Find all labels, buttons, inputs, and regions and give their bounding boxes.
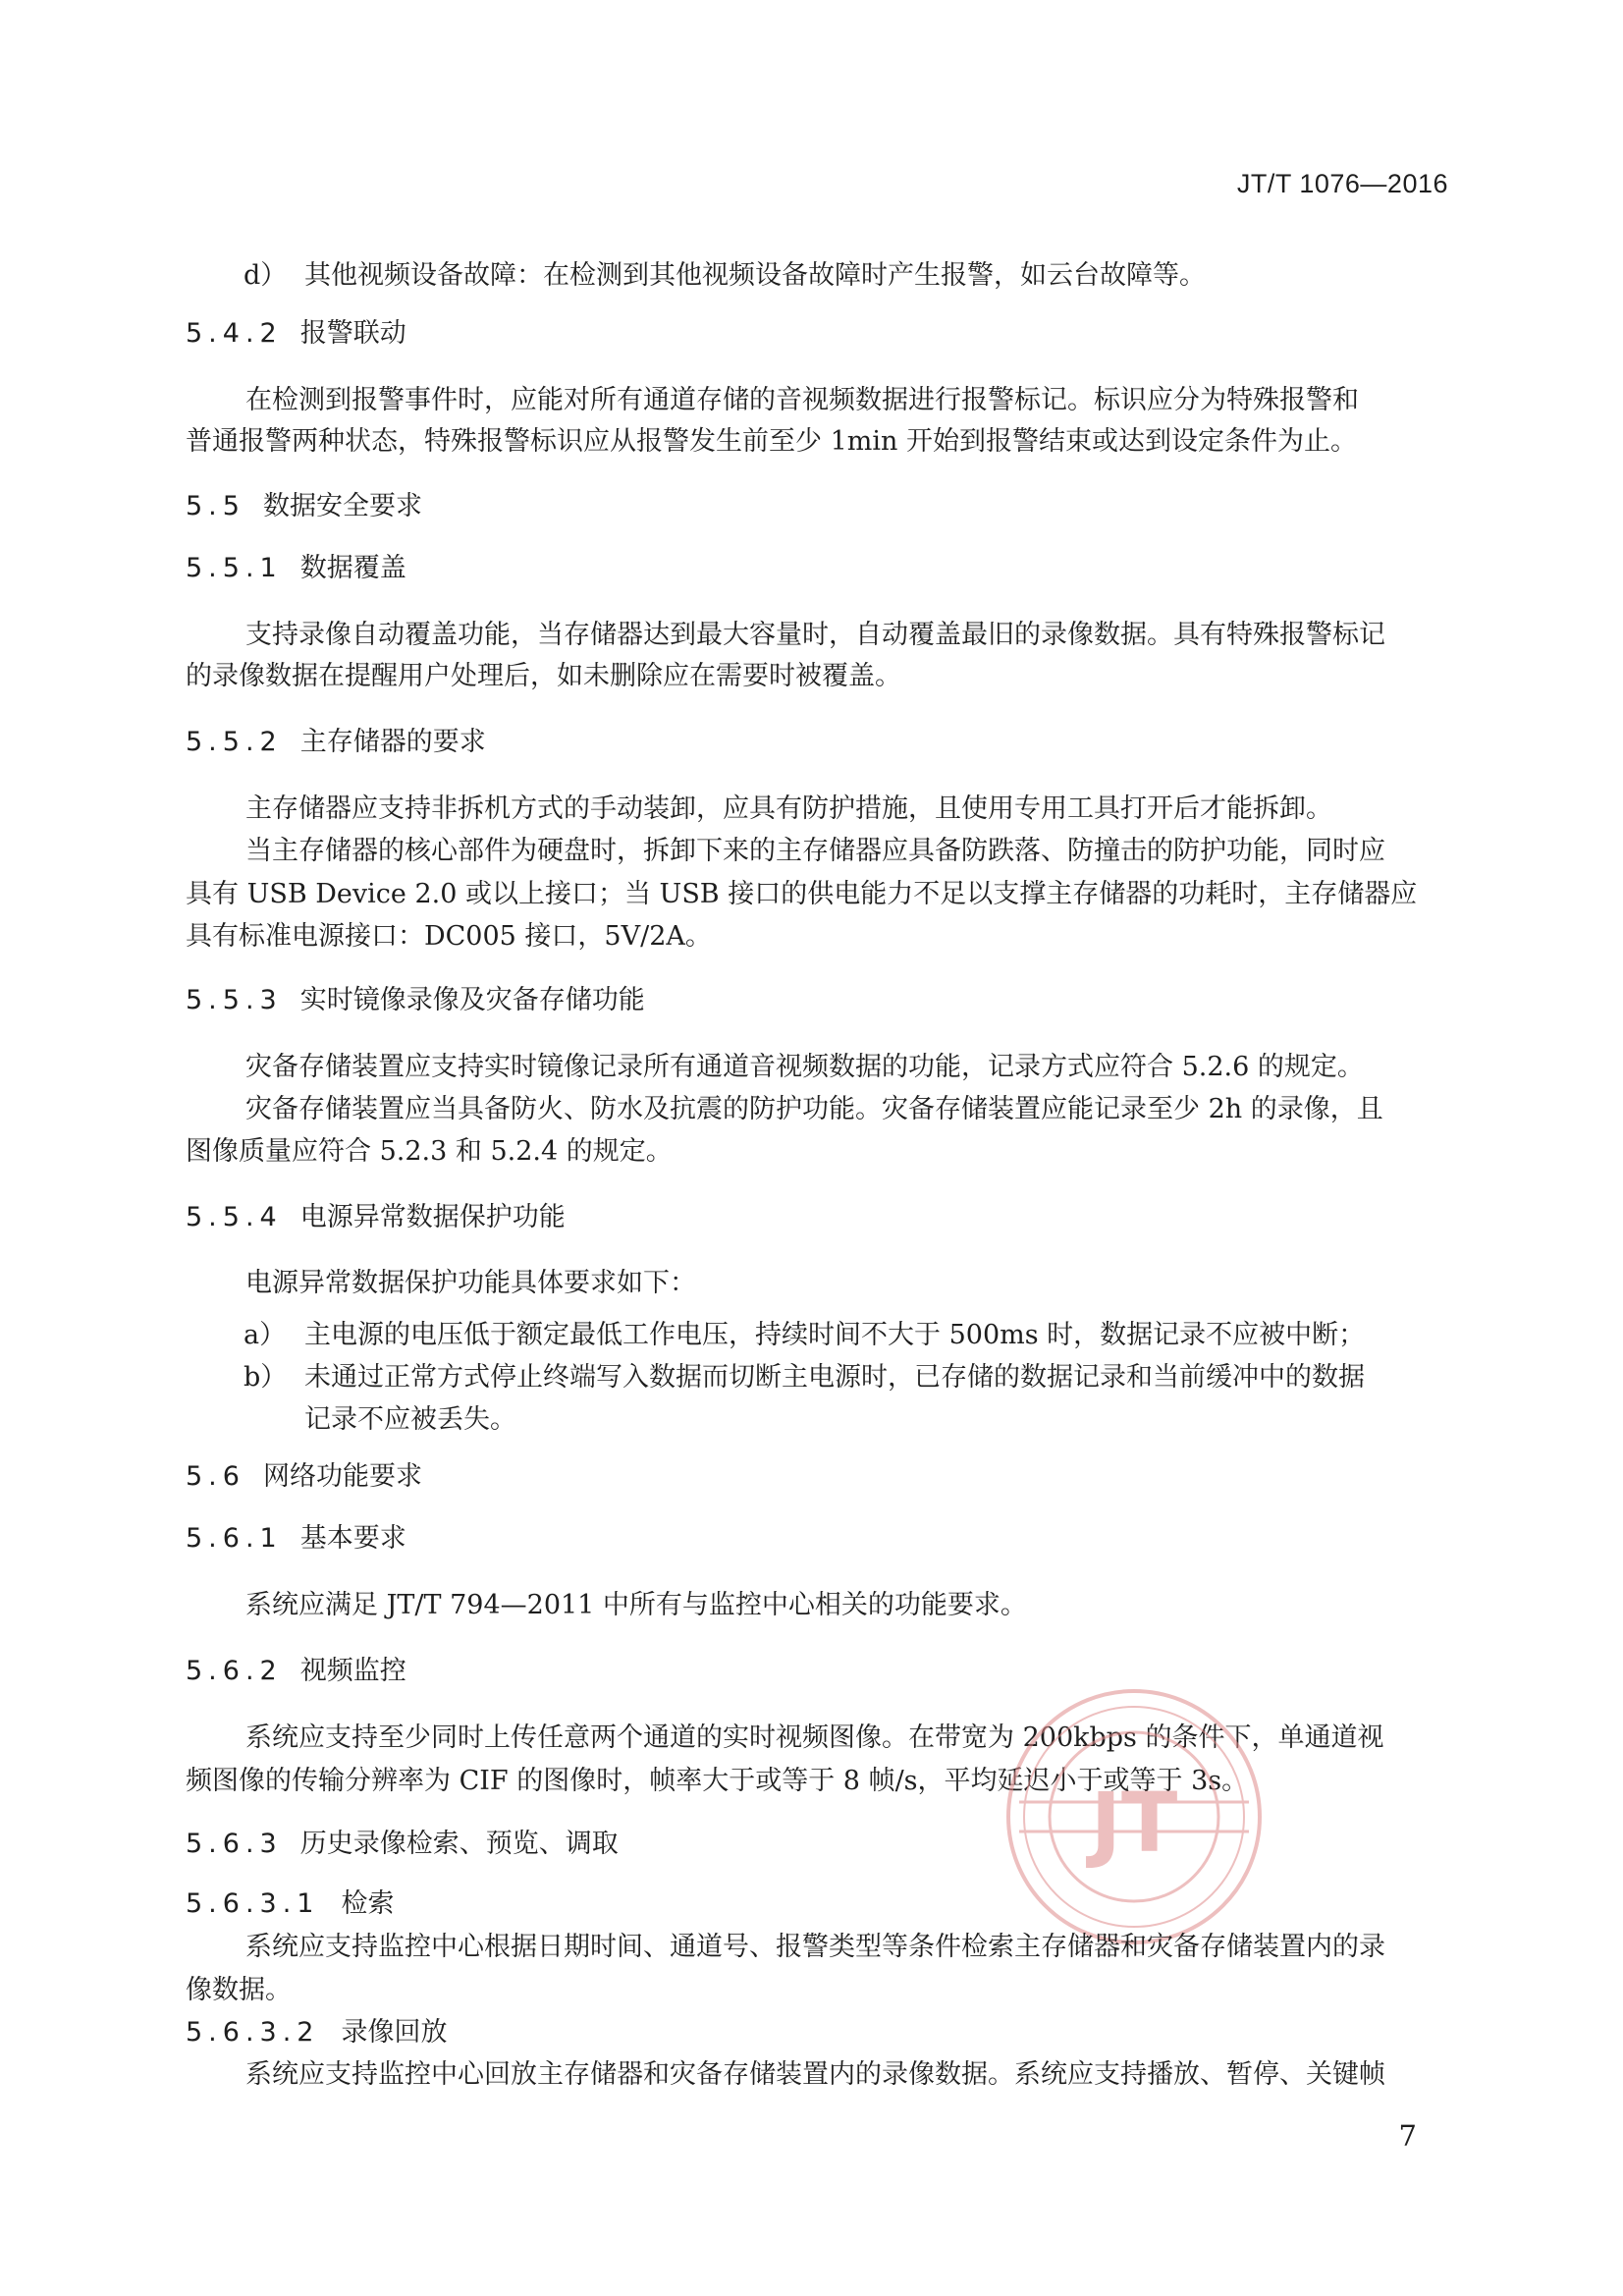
section-title: 报警联动 xyxy=(299,318,406,349)
jt-stamp-icon xyxy=(1001,1684,1267,1949)
section-title: 录像回放 xyxy=(341,2017,448,2048)
section-title: 电源异常数据保护功能 xyxy=(299,1202,566,1232)
section-heading-5-5-1 xyxy=(186,555,406,581)
document-code-header: JT/T 1076—2016 xyxy=(1236,169,1448,198)
section-heading-5-5 xyxy=(186,493,422,519)
paragraph-line: 在检测到报警事件时，应能对所有通道存储的音视频数据进行报警标记。标识应分为特殊报警和 xyxy=(245,385,1359,415)
section-title: 实时镜像录像及灾备存储功能 xyxy=(299,985,645,1015)
paragraph-line: 灾备存储装置应支持实时镜像记录所有通道音视频数据的功能，记录方式应符合 5.2.6 的规定。 xyxy=(245,1052,1364,1082)
section-heading-5-4-2 xyxy=(186,320,406,347)
paragraph-line: 系统应支持监控中心根据日期时间、通道号、报警类型等条件检索主存储器和灾备存储装置内的录 xyxy=(245,1932,1385,1962)
section-heading-5-5-4 xyxy=(186,1204,566,1230)
paragraph-line: 系统应支持监控中心回放主存储器和灾备存储装置内的录像数据。系统应支持播放、暂停、关键帧 xyxy=(245,2059,1385,2090)
section-heading-5-5-3 xyxy=(186,987,645,1013)
section-heading-5-6-2 xyxy=(186,1658,406,1684)
paragraph-line: 电源异常数据保护功能具体要求如下： xyxy=(245,1268,696,1298)
section-title: 网络功能要求 xyxy=(262,1461,422,1492)
page-number: 7 xyxy=(1398,2119,1417,2153)
paragraph-line: 的录像数据在提醒用户处理后，如未删除应在需要时被覆盖。 xyxy=(186,661,901,691)
section-title: 历史录像检索、预览、调取 xyxy=(299,1829,619,1859)
paragraph-line: 灾备存储装置应当具备防火、防水及抗震的防护功能。灾备存储装置应能记录至少 2h 的录像，且 xyxy=(245,1094,1383,1124)
list-marker-d: d） xyxy=(243,260,288,291)
paragraph-line: 当主存储器的核心部件为硬盘时，拆卸下来的主存储器应具备防跌落、防撞击的防护功能，同时应 xyxy=(245,836,1385,866)
section-heading-5-5-2 xyxy=(186,729,486,755)
section-number: 5.6 xyxy=(186,1461,245,1492)
section-heading-5-6-1 xyxy=(186,1525,406,1552)
section-title: 视频监控 xyxy=(299,1656,406,1686)
paragraph-line: 主存储器应支持非拆机方式的手动装卸，应具有防护措施，且使用专用工具打开后才能拆卸。 xyxy=(245,793,1332,824)
section-number: 5.6.3.2 xyxy=(186,2017,320,2048)
section-number: 5.6.1 xyxy=(186,1523,283,1554)
section-number: 5.4.2 xyxy=(186,318,283,349)
section-heading-5-6-3-1 xyxy=(186,1890,394,1917)
section-heading-5-6-3-2 xyxy=(186,2019,447,2046)
list-item-d: 其他视频设备故障：在检测到其他视频设备故障时产生报警，如云台故障等。 xyxy=(304,260,1206,291)
list-item-b: 未通过正常方式停止终端写入数据而切断主电源时，已存储的数据记录和当前缓冲中的数据 xyxy=(304,1362,1365,1393)
section-number: 5.6.2 xyxy=(186,1656,283,1686)
section-title: 数据安全要求 xyxy=(262,491,422,521)
list-marker-a: a） xyxy=(243,1320,287,1350)
section-title: 检索 xyxy=(341,1888,395,1919)
list-item-a: 主电源的电压低于额定最低工作电压，持续时间不大于 500ms 时，数据记录不应被中断； xyxy=(304,1320,1366,1350)
section-heading-5-6 xyxy=(186,1463,422,1490)
stamp-text: JT xyxy=(1090,1775,1178,1871)
section-title: 基本要求 xyxy=(299,1523,406,1554)
paragraph-line: 系统应满足 JT/T 794—2011 中所有与监控中心相关的功能要求。 xyxy=(245,1590,1027,1620)
section-number: 5.5.3 xyxy=(186,985,283,1015)
paragraph-line: 支持录像自动覆盖功能，当存储器达到最大容量时，自动覆盖最旧的录像数据。具有特殊报警标记 xyxy=(245,620,1385,650)
paragraph-line: 系统应支持至少同时上传任意两个通道的实时视频图像。在带宽为 200kbps 的条件下，单通道视 xyxy=(245,1722,1384,1753)
paragraph-line: 具有标准电源接口：DC005 接口，5V/2A。 xyxy=(186,921,712,952)
section-title: 主存储器的要求 xyxy=(299,727,486,757)
section-title: 数据覆盖 xyxy=(299,553,406,583)
paragraph-line: 频图像的传输分辨率为 CIF 的图像时，帧率大于或等于 8 帧/s，平均延迟小于或等于 3s。 xyxy=(186,1766,1249,1796)
paragraph-line: 具有 USB Device 2.0 或以上接口；当 USB 接口的供电能力不足以支撑主存储器的功耗时，主存储器应 xyxy=(186,879,1418,909)
section-number: 5.5.1 xyxy=(186,553,283,583)
section-number: 5.5 xyxy=(186,491,245,521)
paragraph-line: 普通报警两种状态，特殊报警标识应从报警发生前至少 1min 开始到报警结束或达到设定条件为止。 xyxy=(186,426,1357,457)
paragraph-line: 图像质量应符合 5.2.3 和 5.2.4 的规定。 xyxy=(186,1136,673,1167)
section-number: 5.6.3 xyxy=(186,1829,283,1859)
section-number: 5.5.4 xyxy=(186,1202,283,1232)
section-heading-5-6-3 xyxy=(186,1831,619,1857)
list-item-b-continuation: 记录不应被丢失。 xyxy=(304,1404,516,1435)
section-number: 5.5.2 xyxy=(186,727,283,757)
section-number: 5.6.3.1 xyxy=(186,1888,320,1919)
list-marker-b: b） xyxy=(243,1362,288,1393)
paragraph-line: 像数据。 xyxy=(186,1975,292,2005)
